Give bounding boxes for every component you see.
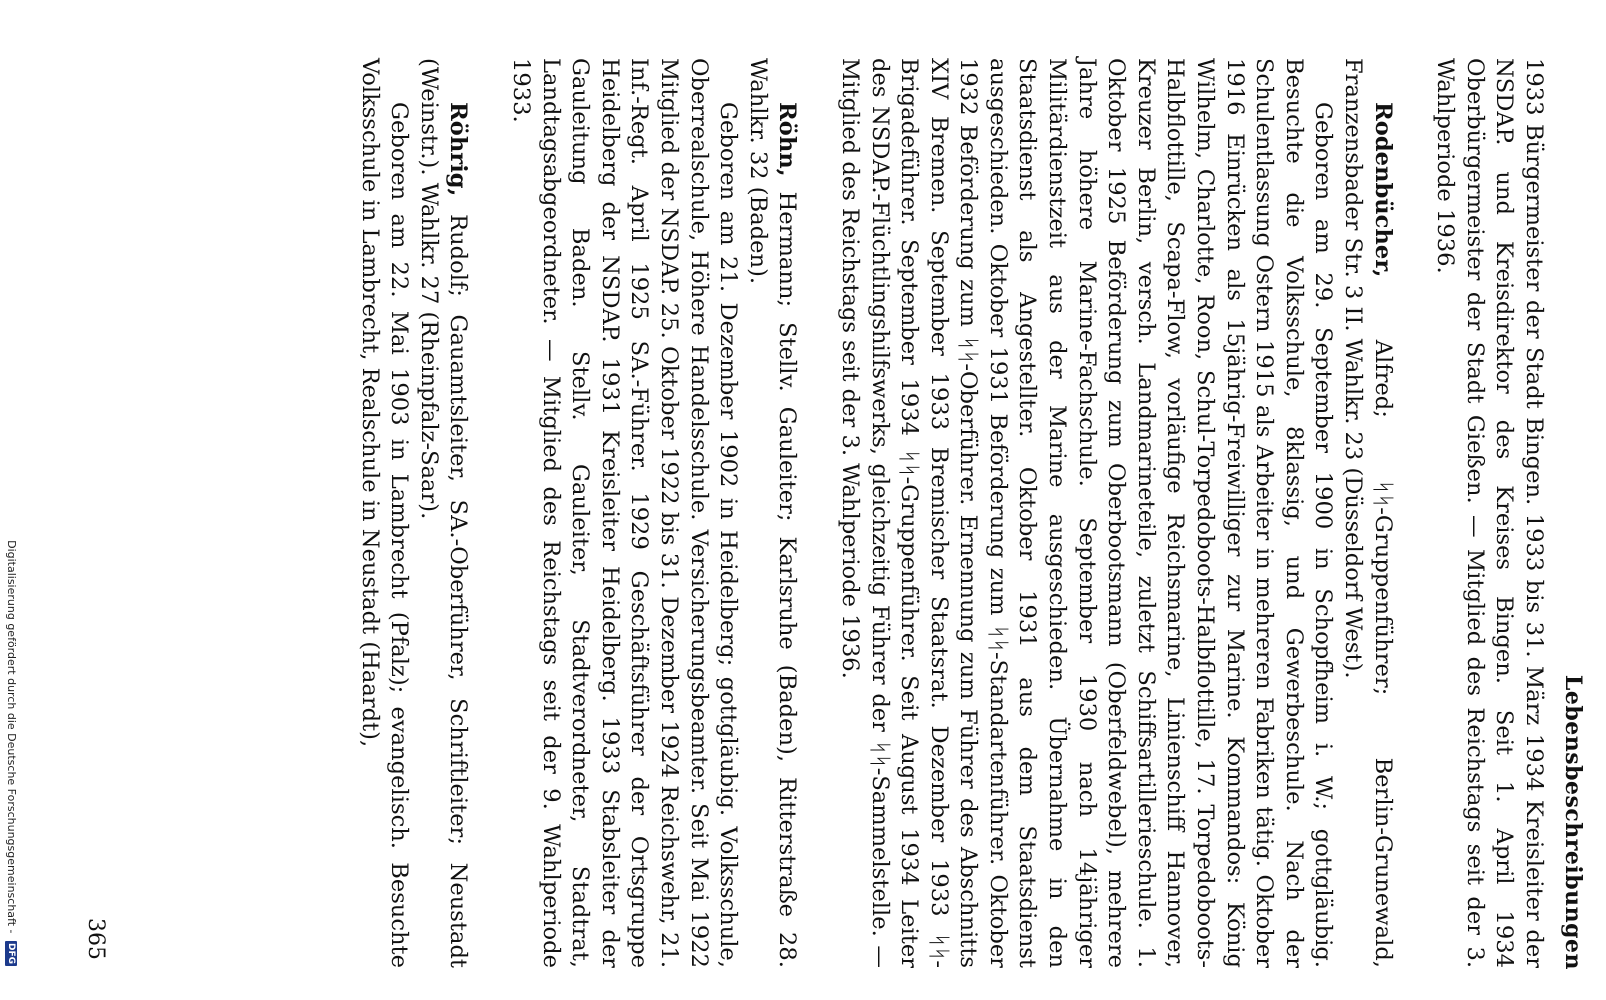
entry-roehn <box>505 58 801 968</box>
entry-heading-details: Hermann; Stellv. Gauleiter; Karlsruhe (Baden), Ritterstraße 28. Wahlkr. 32 (Baden). <box>744 58 801 968</box>
entry-name: Röhrig, <box>445 102 472 197</box>
entry-heading <box>742 58 801 968</box>
entry-name: Röhn, <box>774 102 801 177</box>
entry-heading-details: Alfred; ᛋᛋ-Gruppenführer; Berlin-Grunewald, Franzensbader Str. 3 II. Wahlkr. 23 (Düsseldorf West). <box>1340 58 1396 968</box>
entry-roehrig <box>354 58 472 968</box>
entry-heading <box>413 58 472 968</box>
entry-heading <box>1337 58 1396 968</box>
digitization-credit-text: Digitalisierung gefördert durch die Deutsche Forschungsgemeinschaft - <box>5 540 18 934</box>
entry-continuation <box>1430 58 1548 968</box>
page-number: 365 <box>83 918 108 960</box>
entry-body: Geboren am 21. Dezember 1902 in Heidelberg; gottgläubig. Volksschule, Oberrealschule, Höhere Handelsschule. Versicherungsbeamter. Seit Mai 1922 Mitglied der NSDAP. 25. Oktober 1922 bis 31. Dezember 1924 Reichswehr, 21. Inf.-Regt. April 1925 SA.-Führer. 1929 Geschäftsführer der Ortsgruppe Heidelberg der NSDAP. 1931 Kreisleiter Heidelberg. 1933 Stabsleiter der Gauleitung Baden. Stellv. Gauleiter, Stadtverordneter, Stadtrat, Landtagsabgeordneter. — Mitglied des Reichstags seit der 9. Wahlperiode 1933. <box>508 58 742 968</box>
entry-rodenbuecher <box>834 58 1396 968</box>
biography-text-block <box>354 58 1548 968</box>
dfg-logo: DFG <box>6 942 16 964</box>
entry-heading-details: Rudolf; Gauamtsleiter, SA.-Oberführer, Schriftleiter; Neustadt (Weinstr.). Wahlkr. 27 (Rheinpfalz-Saar). <box>415 58 472 968</box>
running-head-title: Lebensbeschreibungen <box>1560 674 1586 970</box>
digitization-credit <box>0 0 22 1000</box>
entry-continuation-text: 1933 Bürgermeister der Stadt Bingen. 1933 bis 31. März 1934 Kreisleiter der NSDAP. und Kreisdirektor des Kreises Bingen. Seit 1. April 1934 Oberbürgermeister der Stadt Gießen. — Mitglied des Reichstags seit der 3. Wahlperiode 1936. <box>1432 58 1547 968</box>
entry-body: Geboren am 22. Mai 1903 in Lambrecht (Pfalz); evangelisch. Besuchte Volksschule in Lambrecht, Realschule in Neustadt (Haardt), <box>356 58 413 968</box>
entry-name: Rodenbücher, <box>1369 102 1396 278</box>
entry-body: Geboren am 29. September 1900 in Schopfheim i. W.; gottgläubig. Besuchte die Volksschule, 8klassig, und Gewerbeschule. Nach der Schulentlassung Ostern 1915 als Arbeiter in mehreren Fabriken tätig. Oktober 1916 Einrücken als 15jährig-Freiwilliger zur Marine. Kommandos: König Wilhelm, Charlotte, Roon, Schul-Torpedoboots-Halbflottille, 17. Torpedoboots-Halbflottille, Scapa-Flow, vorläufige Reichsmarine, Linienschiff Hannover, Kreuzer Berlin, versch. Landmarineteile, zuletzt Schiffsartillerieschule. 1. Oktober 1925 Beförderung zum Oberbootsmann (Oberfeldwebel), mehrere Jahre höhere Marine-Fachschule. September 1930 nach 14jähriger Militärdienstzeit aus der Marine ausgeschieden. Übernahme in den Staatsdienst als Angestellter. Oktober 1931 aus dem Staatsdienst ausgeschieden. Oktober 1931 Beförderung zum ᛋᛋ-Standartenführer. Oktober 1932 Beförderung zum ᛋᛋ-Oberführer. Ernennung zum Führer des Abschnitts XIV Bremen. September 1933 Bremischer Staatsrat. Dezember 1933 ᛋᛋ-Brigadeführer. September 1934 ᛋᛋ-Gruppenführer. Seit August 1934 Leiter des NSDAP.-Flüchtlingshilfswerks, gleichzeitig Führer der ᛋᛋ-Sammelstelle. — Mitglied des Reichstags seit der 3. Wahlperiode 1936. <box>836 58 1337 968</box>
